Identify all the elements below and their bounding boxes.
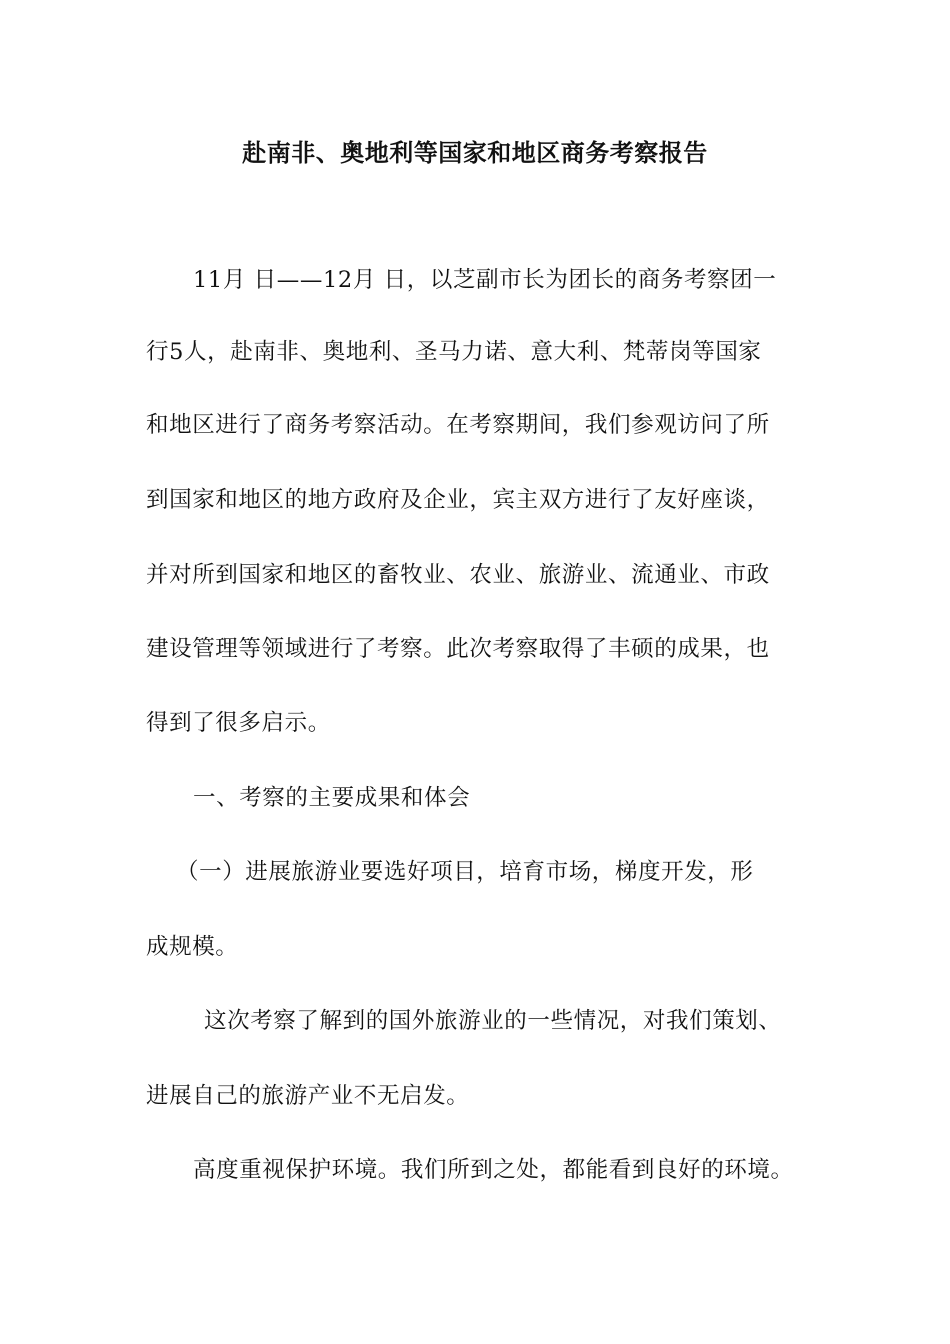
subsection-heading: （一）进展旅游业要选好项目，培育市场，梯度开发，形 bbox=[176, 859, 754, 885]
paragraph-line: 并对所到国家和地区的畜牧业、农业、旅游业、流通业、市政 bbox=[146, 562, 770, 588]
paragraph-line: 到国家和地区的地方政府及企业，宾主双方进行了友好座谈， bbox=[146, 487, 770, 513]
document-title: 赴南非、奥地利等国家和地区商务考察报告 bbox=[242, 138, 708, 167]
paragraph-line: 得到了很多启示。 bbox=[146, 710, 331, 736]
paragraph-line: 这次考察了解到的国外旅游业的一些情况，对我们策划、 bbox=[204, 1008, 782, 1034]
section-heading: 一、考察的主要成果和体会 bbox=[193, 785, 471, 811]
subsection-heading-cont: 成规模。 bbox=[146, 934, 239, 960]
paragraph-line: 进展自己的旅游产业不无启发。 bbox=[146, 1083, 470, 1109]
paragraph-line: 和地区进行了商务考察活动。在考察期间，我们参观访问了所 bbox=[146, 412, 770, 438]
paragraph-line: 建设管理等领域进行了考察。此次考察取得了丰硕的成果，也 bbox=[146, 636, 770, 662]
paragraph-line: 行5人，赴南非、奥地利、圣马力诺、意大利、梵蒂岗等国家 bbox=[146, 339, 762, 365]
paragraph-line: 高度重视保护环境。我们所到之处，都能看到良好的环境。 bbox=[193, 1157, 794, 1183]
paragraph-line: 11月 日——12月 日，以芝副市长为团长的商务考察团一 bbox=[193, 267, 777, 293]
